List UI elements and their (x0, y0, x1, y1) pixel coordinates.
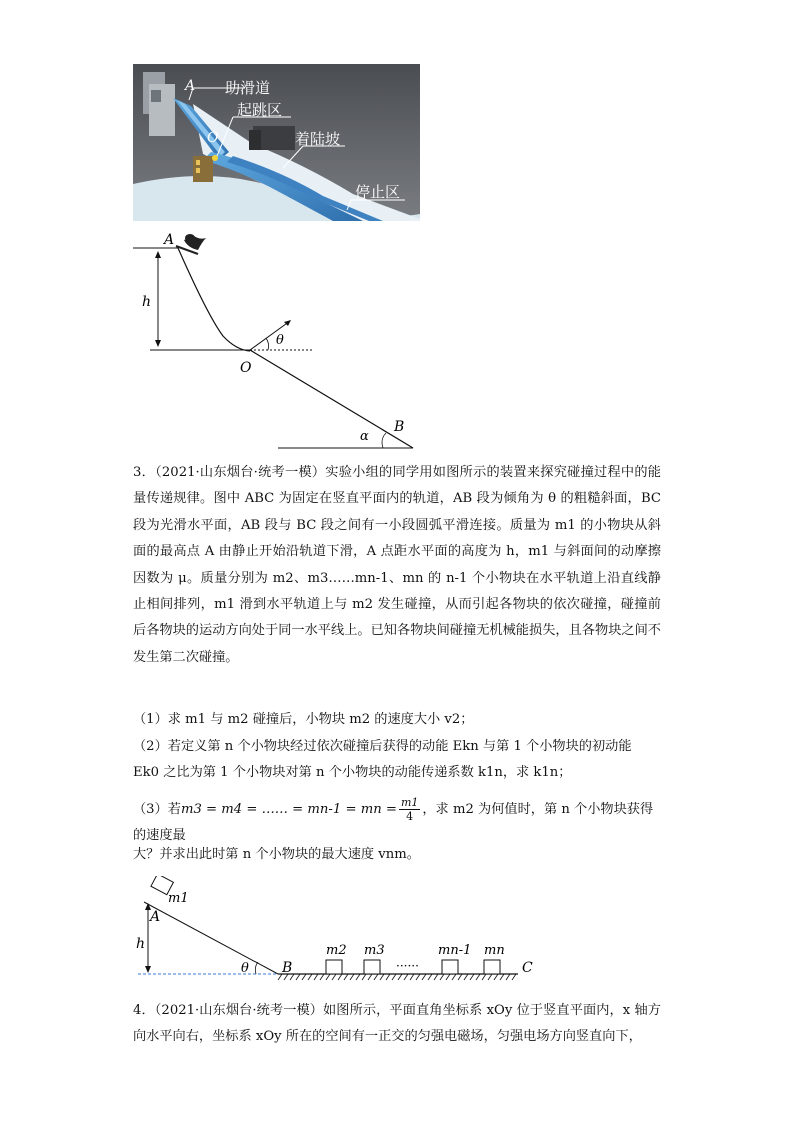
fig2-label-m2: m2 (326, 943, 347, 958)
fig2-label-h: h (136, 936, 146, 952)
fig2-label-dots: ······ (396, 959, 419, 973)
inrun-curve (178, 248, 250, 351)
part-3-prefix: （3）若 (133, 802, 181, 817)
photo-label-qitiaoqu: 起跳区 (237, 101, 283, 119)
fig2-label-mn-1: mn-1 (438, 943, 472, 958)
block-mn-1 (442, 960, 458, 974)
fig2-label-m1: m1 (168, 891, 189, 906)
fig2-label-theta: θ (241, 961, 249, 976)
question-3-part-1: （1）求 m1 与 m2 碰撞后，小物块 m2 的速度大小 v2； (133, 712, 474, 727)
incline (144, 902, 278, 974)
fig2-label-b: B (282, 960, 293, 976)
fig2-label-mn: mn (484, 943, 505, 958)
fig2-label-a: A (150, 909, 161, 925)
block-mn (484, 960, 500, 974)
fig1-label-h: h (142, 294, 152, 310)
fig1-label-a: A (164, 232, 175, 248)
photo-label-o: O (207, 130, 219, 146)
fraction-denominator: 4 (406, 810, 414, 823)
part-3-equation: m3 = m4 = …… = mn-1 = mn = (180, 802, 397, 817)
question-4-text: 4．（2021·山东烟台·统考一模）如图所示，平面直角坐标系 xOy 位于竖直平面内，x 轴方向水平向右，坐标系 xOy 所在的空间有一正交的匀强电磁场，匀强电场方向竖直向下， (133, 1003, 661, 1045)
track-hatching (278, 974, 516, 980)
collision-diagram (136, 876, 546, 984)
question-3-part-2: （2）若定义第 n 个小物块经过依次碰撞后获得的动能 Ekn 与第 1 个小物块的初动能 Ek0 之比为第 1 个小物块对第 n 个小物块的动能传递系数 k1n，求 k1n； (133, 739, 632, 780)
fig1-label-alpha: α (360, 429, 369, 444)
part-3-fraction (399, 796, 420, 823)
photo-label-zhuolupo: 着陆坡 (295, 130, 341, 148)
ski-jump-photo (133, 64, 420, 221)
ski-jump-diagram (128, 226, 428, 454)
question-3-part-3-line-2: 大？并求出此时第 n 个小物块的最大速度 vnm。 (133, 847, 420, 862)
fig2-label-m3: m3 (364, 943, 385, 958)
fraction-numerator: m1 (400, 796, 419, 809)
fig1-label-theta: θ (276, 333, 284, 348)
block-m2 (326, 960, 342, 974)
photo-label-zhuhuadao: 助滑道 (225, 79, 271, 97)
fig2-label-c: C (522, 960, 533, 976)
photo-label-a: A (185, 78, 196, 94)
fig1-label-b: B (394, 419, 405, 435)
question-3-text: 3．（2021·山东烟台·统考一模）实验小组的同学用如图所示的装置来探究碰撞过程中的能量传递规律。图中 ABC 为固定在竖直平面内的轨道，AB 段为倾角为 θ 的粗糙斜面，BC 段为光滑水平面，AB 段与 BC 段之间有一小段圆弧平滑连接。质量为 m1 的小物块从斜面的最高点 A 由静止开始沿轨道下滑，A 点距水平面的高度为 h，m1 与斜面间的动摩擦因数为 μ。质量分别为 m2、m3……mn-1、mn 的 n-1 个小物块在水平轨道上沿直线静止相间排列，m1 滑到水平轨道上与 m2 发生碰撞，从而引起各物块的依次碰撞，碰撞前后各物块的运动方向处于同一水平线上。已知各物块间碰撞无机械能损失，且各物块之间不发生第二次碰撞。 (133, 465, 661, 665)
skier-icon (176, 234, 206, 254)
part-3-suffix: ，求 m2 为何值时，第 n 个小物块获得的速度最 (133, 802, 654, 843)
block-m3 (364, 960, 380, 974)
fig1-label-o: O (240, 360, 252, 376)
photo-label-tingzhiqu: 停止区 (355, 183, 401, 201)
landing-slope (250, 350, 413, 448)
velocity-arrow (250, 321, 290, 350)
